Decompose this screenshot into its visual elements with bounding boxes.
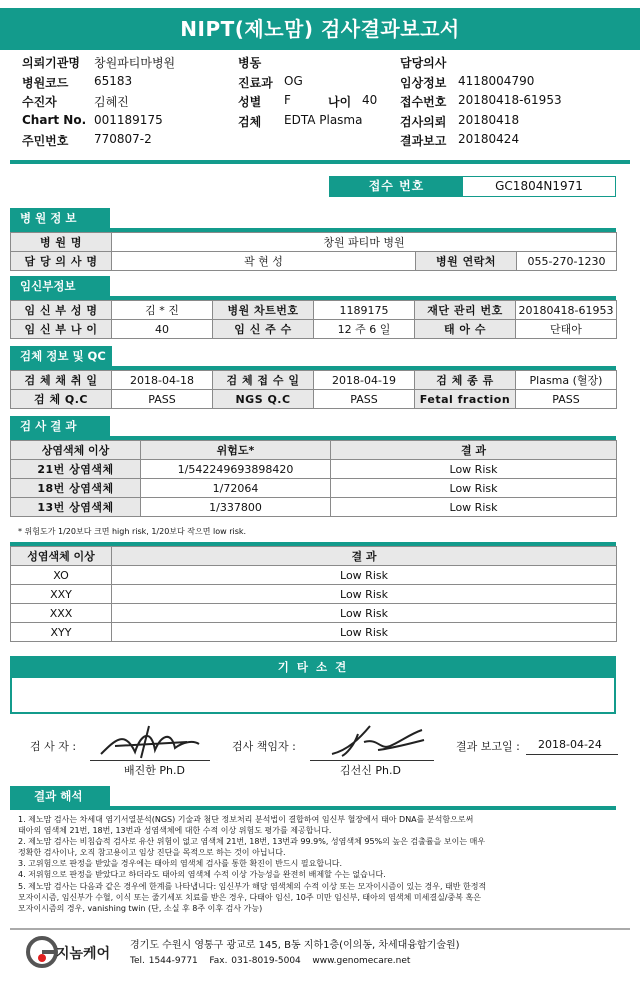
sex-chrom-result: Low Risk: [112, 585, 617, 604]
table-row: [11, 566, 617, 585]
hospital-info-table: [10, 228, 616, 271]
report-title: NIPT(제노맘) 검사결과보고서: [0, 8, 640, 50]
table-row: [11, 498, 617, 517]
receiver-label: 수진자: [22, 95, 57, 110]
header-info: [22, 54, 622, 152]
interp-line: 3. 고위험으로 판정을 받았을 경우에는 태아의 염색체 검사를 통한 확진이 반드시 필요합니다.: [18, 859, 343, 869]
institution-value: 창원파티마병원: [94, 56, 176, 70]
fetal-fraction-label: Fetal fraction: [415, 390, 516, 409]
header-divider: [10, 160, 630, 164]
report-label: 결과보고: [400, 134, 447, 149]
specimen-type-value: Plasma (혈장): [516, 371, 617, 390]
pregnant-age-label: 임 신 부 나 이: [11, 320, 112, 339]
interp-line: 모자이시즘, 임신부가 수혈, 이식 또는 줄기세포 치료를 받은 경우, 다태아 임신, 10주 미만 임신부, 태아의 염색체 미세결실/중복 혹은: [18, 892, 481, 902]
chromosome-name: 13번 상염색체: [11, 498, 141, 517]
sex-chrom-result: Low Risk: [112, 604, 617, 623]
table-row: [11, 479, 617, 498]
company-contact: [130, 956, 410, 966]
accession-value: GC1804N1971: [495, 179, 583, 193]
report-value: 20180424: [458, 132, 520, 147]
risk-col-header: 위험도*: [141, 441, 331, 460]
sex-chrom-result: Low Risk: [112, 623, 617, 642]
sex-label: 성별: [238, 95, 262, 110]
fax: Fax. 031-8019-5004: [209, 956, 301, 966]
interpretation-tab: 결과 해석: [10, 786, 110, 806]
dept-label: 진료과: [238, 75, 273, 90]
mgmt-no-value: 20180418-61953: [516, 301, 617, 320]
receipt-value: 20180418-61953: [458, 93, 562, 108]
report-date-label: 결과 보고일 :: [456, 740, 520, 753]
id-label: 주민번호: [22, 134, 69, 149]
responsible-label: 검사 책임자 :: [232, 740, 296, 753]
interp-line: 2. 제노맘 검사는 비침습적 검사로 유산 위험이 없고 염색체 21번, 18번, 13번과 99.9%, 성염색체 95%의 높은 검출률을 보이는 매우: [18, 837, 486, 847]
interp-line: 모자이시즘의 경우, vanishing twin (단, 소실 후 8주 이후 검사 가능): [18, 903, 263, 913]
tel: Tel. 1544-9771: [130, 956, 198, 966]
table-row: [11, 604, 617, 623]
interpretation-divider: [10, 806, 616, 810]
fetus-count-value: 단태아: [516, 320, 617, 339]
ngs-qc-label: NGS Q.C: [213, 390, 314, 409]
risk-footnote: * 위험도가 1/20보다 크면 high risk, 1/20보다 작으면 low risk.: [18, 527, 247, 536]
hospital-contact-label: 병원 연락처: [416, 252, 517, 271]
specimen-info-table: [10, 366, 616, 409]
hospital-contact-value: 055-270-1230: [517, 252, 617, 271]
hospital-chart-value: 1189175: [314, 301, 415, 320]
hospital-name-value: 창원 파티마 병원: [112, 233, 617, 252]
interp-line: 4. 저위험으로 판정을 받았다고 하더라도 태아의 염색체 수적 이상 가능성을 완전히 배제할 수는 없습니다.: [18, 870, 386, 880]
specimen-label: 검체: [238, 114, 262, 129]
hospital-code-value: 65183: [94, 73, 133, 88]
sex-chromosome-table: [10, 542, 616, 642]
request-label: 검사의뢰: [400, 114, 447, 129]
doctor-label: 담당의사: [400, 56, 447, 70]
hospital-name-label: 병 원 명: [11, 233, 112, 252]
accession-label: 접수 번호: [330, 177, 463, 196]
sex-chrom-name: XXY: [11, 585, 112, 604]
tester-signature-icon: [95, 722, 205, 762]
sex-value: F: [284, 93, 291, 108]
report-date-value: 2018-04-24: [538, 738, 602, 751]
responsible-name: 김선신 Ph.D: [340, 764, 401, 777]
accession-box: [329, 176, 616, 197]
interp-line: 1. 제노맘 검사는 차세대 염기서열분석(NGS) 기술과 첨단 정보처리 분석법이 결합하여 임신부 혈장에서 태아 DNA를 분석함으로써: [18, 815, 474, 824]
pregnant-info-tab: 임신부정보: [10, 276, 110, 296]
result-value: Low Risk: [331, 479, 617, 498]
collect-date-value: 2018-04-18: [112, 371, 213, 390]
risk-value: 1/337800: [141, 498, 331, 517]
specimen-value: EDTA Plasma: [284, 112, 363, 127]
company-address: 경기도 수원시 영통구 광교로 145, B동 지하1층(이의동, 차세대융합기술원): [130, 940, 460, 951]
fetus-count-label: 태 아 수: [415, 320, 516, 339]
ward-label: 병동: [238, 56, 262, 70]
table-row: [11, 460, 617, 479]
risk-value: 1/72064: [141, 479, 331, 498]
specimen-qc-label: 검 체 Q.C: [11, 390, 112, 409]
interp-line: 5. 제노맘 검사는 다음과 같은 경우에 한계를 나타냅니다: 임신부가 해당 염색체의 수적 이상 또는 모자이시즘이 있는 경우, 태반 한정적: [18, 881, 487, 891]
interp-line: 정확한 검사이나, 오직 참고용이고 임상 진단을 목적으로 하는 것이 아닙니다.: [18, 848, 286, 858]
institution-label: 의뢰기관명: [22, 56, 80, 70]
age-label: 나이: [328, 95, 352, 110]
specimen-qc-value: PASS: [112, 390, 213, 409]
result-value: Low Risk: [331, 460, 617, 479]
risk-value: 1/542249693898420: [141, 460, 331, 479]
hospital-chart-label: 병원 차트번호: [213, 301, 314, 320]
signature-row: [0, 720, 640, 780]
pregnant-name-label: 임 신 부 성 명: [11, 301, 112, 320]
tester-label: 검 사 자 :: [30, 740, 77, 753]
table-row: [11, 623, 617, 642]
specimen-info-tab: 검체 정보 및 QC: [10, 346, 112, 366]
tester-name: 배진한 Ph.D: [124, 764, 185, 777]
result-value: Low Risk: [331, 498, 617, 517]
sex-chrom-name: XXX: [11, 604, 112, 623]
receiver-value: 김혜진: [94, 95, 129, 110]
company-name: 지놈케어: [56, 946, 111, 962]
pregnant-info-table: [10, 296, 616, 339]
sex-chrom-result: Low Risk: [112, 566, 617, 585]
table-row: [11, 585, 617, 604]
pregnant-name-value: 김 * 진: [112, 301, 213, 320]
pregnant-age-value: 40: [112, 320, 213, 339]
footer-divider: [10, 928, 630, 930]
hospital-code-label: 병원코드: [22, 75, 69, 90]
chromosome-name: 18번 상염색체: [11, 479, 141, 498]
gestation-weeks-label: 임 신 주 수: [213, 320, 314, 339]
genomecare-logo-icon: [24, 934, 60, 970]
attending-doctor-value: 곽 현 성: [112, 252, 416, 271]
other-findings-body: [10, 678, 616, 714]
clinical-value: 4118004790: [458, 73, 535, 88]
chart-value: 001189175: [94, 112, 163, 127]
sex-chrom-name: XO: [11, 566, 112, 585]
receive-date-label: 검 체 접 수 일: [213, 371, 314, 390]
receipt-label: 접수번호: [400, 95, 447, 110]
id-value: 770807-2: [94, 132, 152, 147]
mgmt-no-label: 재단 관리 번호: [415, 301, 516, 320]
interpretation-text: [18, 814, 618, 914]
autosome-results-table: [10, 436, 616, 517]
collect-date-label: 검 체 채 취 일: [11, 371, 112, 390]
clinical-label: 임상정보: [400, 75, 447, 90]
chart-label: Chart No.: [22, 112, 87, 127]
gestation-weeks-value: 12 주 6 일: [314, 320, 415, 339]
specimen-type-label: 검 체 종 류: [415, 371, 516, 390]
website-link[interactable]: www.genomecare.net: [312, 956, 411, 966]
chromosome-name: 21번 상염색체: [11, 460, 141, 479]
interp-line: 태아의 염색체 21번, 18번, 13번과 성염색체에 대한 수적 이상 위험도 평가를 제공합니다.: [18, 826, 332, 836]
autosome-col-header: 상염색체 이상: [11, 441, 141, 460]
attending-doctor-label: 담 당 의 사 명: [11, 252, 112, 271]
age-value: 40: [362, 93, 378, 108]
hospital-info-tab: 병 원 정 보: [10, 208, 110, 228]
sex-result-col-header: 결 과: [112, 547, 617, 566]
sex-chrom-col-header: 성염색체 이상: [11, 547, 112, 566]
ngs-qc-value: PASS: [314, 390, 415, 409]
request-value: 20180418: [458, 112, 520, 127]
fetal-fraction-value: PASS: [516, 390, 617, 409]
results-tab: 검 사 결 과: [10, 416, 110, 436]
responsible-signature-icon: [318, 720, 430, 760]
other-findings-title: 기 타 소 견: [10, 656, 616, 678]
result-col-header: 결 과: [331, 441, 617, 460]
dept-value: OG: [284, 73, 303, 88]
sex-chrom-name: XYY: [11, 623, 112, 642]
receive-date-value: 2018-04-19: [314, 371, 415, 390]
